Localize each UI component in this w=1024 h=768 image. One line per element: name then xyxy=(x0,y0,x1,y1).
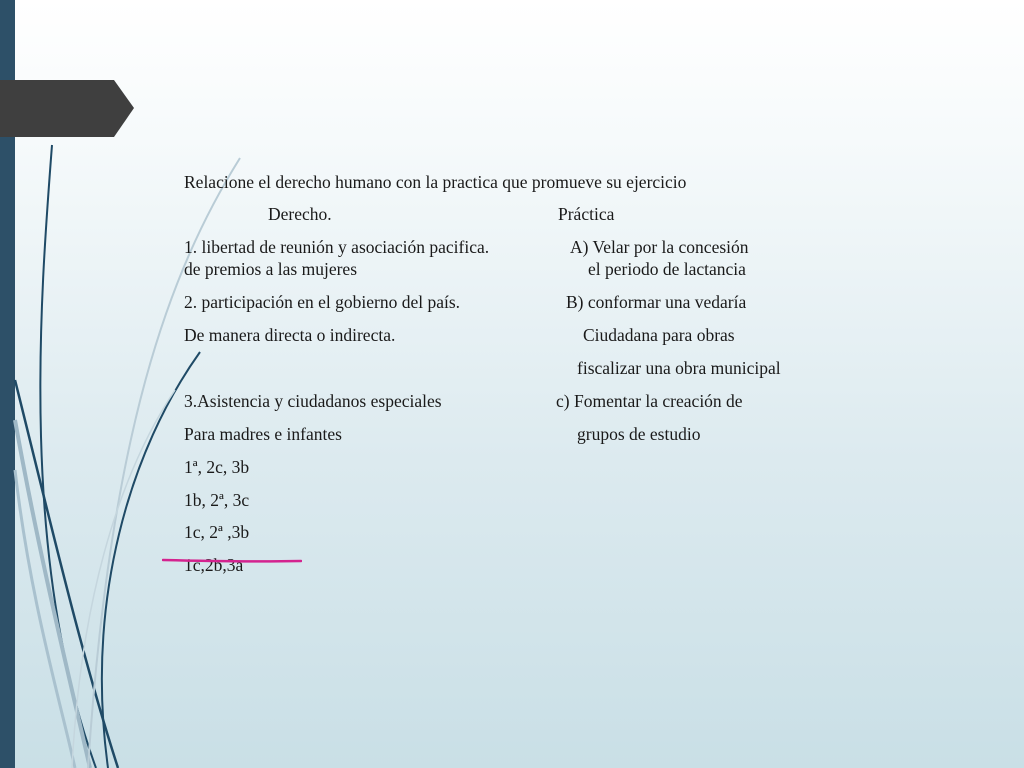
row-5-right: fiscalizar una obra municipal xyxy=(577,358,781,378)
row-4-right: Ciudadana para obras xyxy=(583,325,735,345)
header-derecho: Derecho. xyxy=(268,204,332,224)
row-1-right: A) Velar por la concesión xyxy=(570,237,749,257)
question-text: Relacione el derecho humano con la practica que promueve su ejercicio xyxy=(184,172,687,192)
row-3-left: 2. participación en el gobierno del país. xyxy=(184,292,461,312)
row-6-right: c) Fomentar la creación de xyxy=(556,391,743,411)
row-7-left: Para madres e infantes xyxy=(184,424,342,444)
row-7-right: grupos de estudio xyxy=(577,424,701,444)
option-d: 1c,2b,3a xyxy=(184,555,244,575)
option-a: 1ª, 2c, 3b xyxy=(184,457,250,477)
title-tab xyxy=(0,80,134,137)
option-b: 1b, 2ª, 3c xyxy=(184,490,250,510)
row-4-left: De manera directa o indirecta. xyxy=(184,325,396,345)
option-c: 1c, 2ª ,3b xyxy=(184,522,250,542)
row-1-left: 1. libertad de reunión y asociación pacifica. xyxy=(184,237,490,257)
row-2-left: de premios a las mujeres xyxy=(184,259,358,279)
header-practica: Práctica xyxy=(558,204,615,224)
row-2-right: el periodo de lactancia xyxy=(588,259,746,279)
row-3-right: B) conformar una vedaría xyxy=(566,292,747,312)
row-6-left: 3.Asistencia y ciudadanos especiales xyxy=(184,391,442,411)
